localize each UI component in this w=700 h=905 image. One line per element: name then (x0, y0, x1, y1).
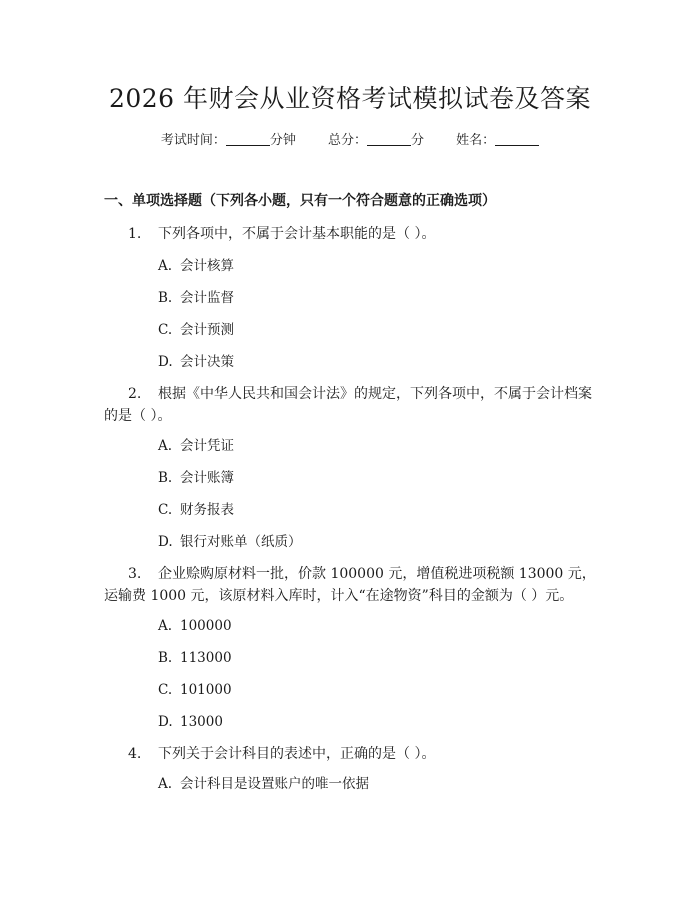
question-number: 2. (128, 386, 142, 402)
total-score-label: 总分： (327, 133, 367, 148)
option-letter: B. (158, 650, 173, 666)
option-text: 会计预测 (180, 322, 234, 338)
question-1 (104, 223, 604, 245)
exam-time-blank (226, 131, 270, 146)
exam-time-unit: 分钟 (269, 133, 296, 148)
option-text: 113000 (180, 650, 232, 666)
option-text: 银行对账单（纸质） (180, 534, 302, 550)
name-field (456, 131, 539, 151)
question-2-option-a (158, 435, 234, 457)
question-1-option-c (158, 319, 234, 341)
exam-time-field (161, 131, 296, 151)
option-text: 会计核算 (180, 258, 234, 274)
option-letter: C. (158, 682, 173, 698)
question-number: 4. (128, 746, 142, 762)
question-2-option-b (158, 467, 234, 489)
page-title: 2026 年财会从业资格考试模拟试卷及答案 (108, 84, 592, 113)
question-3-option-d (158, 711, 223, 733)
question-1-option-d (158, 351, 234, 373)
option-letter: B. (158, 290, 173, 306)
option-text: 会计凭证 (180, 438, 234, 454)
option-text: 会计账簿 (180, 470, 234, 486)
option-text: 100000 (180, 618, 232, 634)
option-text: 13000 (180, 714, 223, 730)
option-letter: D. (158, 714, 173, 730)
question-4-option-a (158, 773, 369, 795)
option-text: 会计监督 (180, 290, 234, 306)
question-1-option-b (158, 287, 234, 309)
option-letter: C. (158, 502, 173, 518)
exam-time-label: 考试时间： (160, 133, 226, 148)
exam-meta (0, 131, 700, 151)
total-score-unit: 分 (411, 133, 425, 148)
section-title: 一、单项选择题（下列各小题，只有一个符合题意的正确选项） (104, 193, 496, 209)
question-text: 下列关于会计科目的表述中，正确的是（ ）。 (158, 746, 436, 762)
question-2 (104, 383, 604, 427)
option-letter: A. (158, 776, 173, 792)
question-number: 1. (128, 226, 142, 242)
option-letter: D. (158, 354, 173, 370)
question-text: 根据《中华人民共和国会计法》的规定，下列各项中，不属于会计档案的是（ ）。 (104, 386, 592, 424)
option-text: 财务报表 (180, 502, 234, 518)
option-letter: A. (158, 258, 173, 274)
question-3-option-a (158, 615, 232, 637)
option-text: 101000 (180, 682, 232, 698)
total-score-field (328, 131, 424, 151)
name-label: 姓名： (456, 133, 496, 148)
question-2-option-d (158, 531, 302, 553)
option-letter: C. (158, 322, 173, 338)
question-number: 3. (128, 566, 142, 582)
option-letter: D. (158, 534, 173, 550)
option-letter: B. (158, 470, 173, 486)
question-text: 下列各项中，不属于会计基本职能的是（ ）。 (158, 226, 436, 242)
question-2-option-c (158, 499, 234, 521)
question-3 (104, 563, 604, 607)
option-text: 会计决策 (180, 354, 234, 370)
question-text: 企业赊购原材料一批，价款 100000 元，增值税进项税额 13000 元，运输费 1000 元，该原材料入库时，计入“在途物资”科目的金额为（ ）元。 (104, 566, 596, 604)
question-4 (104, 743, 604, 765)
name-blank (495, 131, 539, 146)
option-text: 会计科目是设置账户的唯一依据 (180, 776, 369, 792)
question-1-option-a (158, 255, 234, 277)
question-3-option-c (158, 679, 232, 701)
option-letter: A. (158, 438, 173, 454)
question-3-option-b (158, 647, 232, 669)
total-score-blank (367, 131, 411, 146)
option-letter: A. (158, 618, 173, 634)
